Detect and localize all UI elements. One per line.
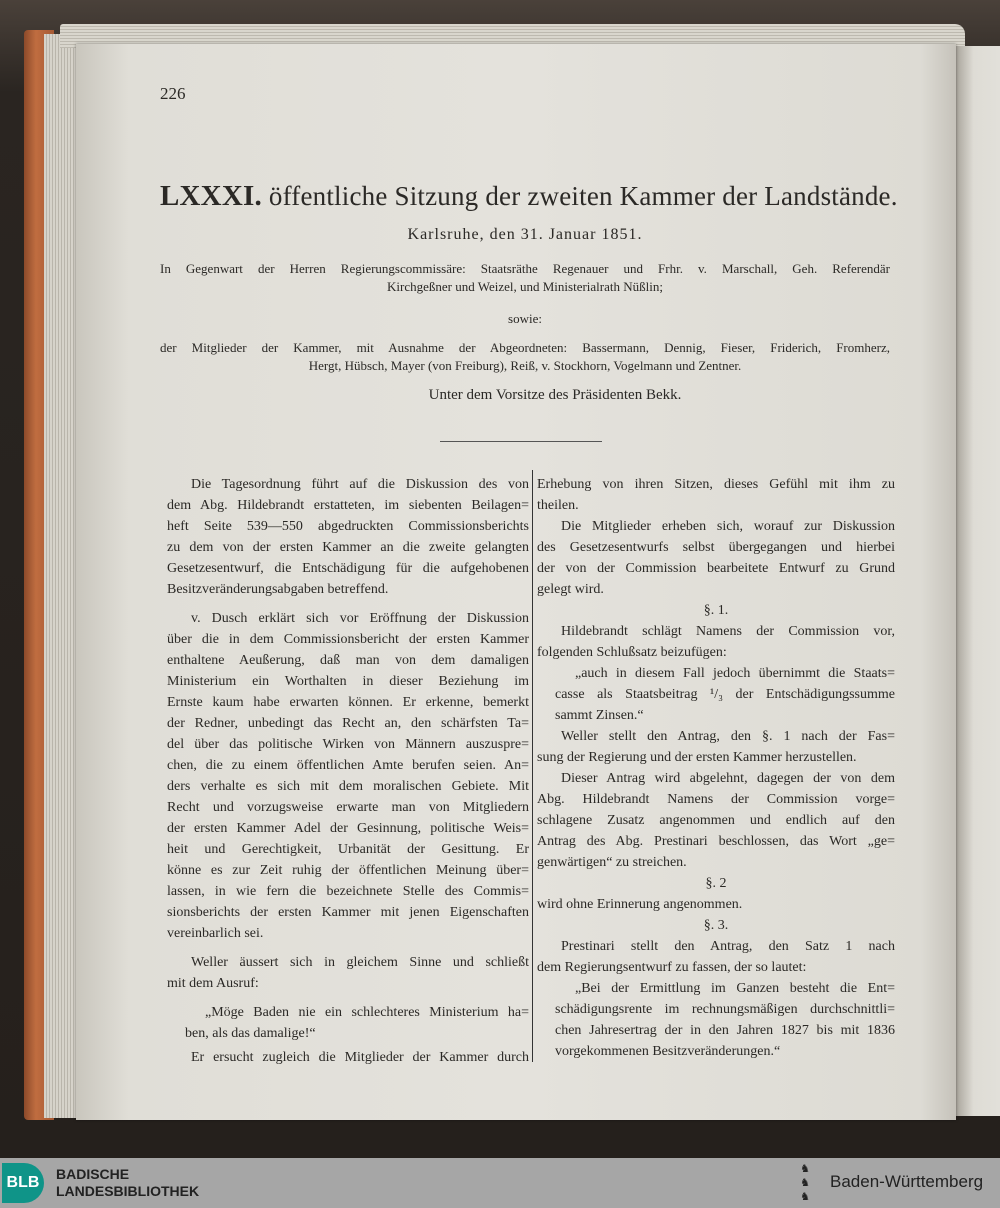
paragraph [537,726,895,768]
text-line: sung der Regierung und der ersten Kammer herzustellen. [537,750,857,765]
footer-bar [0,1158,1000,1208]
text-line: schlagene Zusatz angenommen und endlich auf den [537,813,895,828]
section-divider [440,441,602,442]
text-line: heit und Gerechtigkeit, Urbanität der Gesittung. Er [167,842,529,857]
text-line: chen, die zu einem öffentlichen Amte berufen seien. An= [167,758,529,773]
session-title: öffentliche Sitzung der zweiten Kammer der Landstände. [268,181,898,211]
text-line: folgenden Schlußsatz beizufügen: [537,645,727,660]
text-line: der ersten Kammer Adel der Gesinnung, politische Weis= [167,821,529,836]
paragraph [167,608,529,944]
text-line: dem Regierungsentwurf zu fassen, der so lautet: [537,960,807,975]
quotation [167,1002,529,1044]
text-line: der Redner, unbedingt das Recht an, den schärfsten Ta= [167,716,529,731]
members-line-2: Hergt, Hübsch, Mayer (von Freiburg), Reiß, v. Stockhorn, Vogelmann und Zentner. [308,358,742,373]
text-line: zu dem von der ersten Kammer an die zweite gelangten [167,540,529,555]
text-line: wird ohne Erinnerung angenommen. [537,897,743,912]
adjacent-page [956,46,1000,1116]
text-line: ders verhalte es sich mit dem moralischen Gebiete. Mit [167,779,529,794]
place-date: Karlsruhe, den 31. Januar 1851. [407,226,643,243]
sowie-label: sowie: [508,311,542,326]
text-line: der von der Commission bearbeitete Entwurf zu Grund [537,561,895,576]
text-line: Weller stellt den Antrag, den §. 1 nach der Fas= [561,729,895,744]
text-line: heft Seite 539—550 abgedruckten Commissionsberichts [167,519,529,534]
text-line: Hildebrandt schlägt Namens der Commission vor, [561,624,895,639]
text-line: chen Jahresertrag der in den Jahren 1827 bis mit 1836 [555,1023,895,1038]
text-line: Abg. Hildebrandt Namens der Commission vorge= [537,792,895,807]
text-line: „Bei der Ermittlung im Ganzen besteht die Ent= [575,981,895,996]
text-line: sionsberichts der ersten Kammer mit jenen Eigenschaften [167,905,529,920]
blb-logo[interactable]: BLB [2,1163,44,1203]
text-line: theilen. [537,498,579,513]
presidency-line: Unter dem Vorsitze des Präsidenten Bekk. [428,387,682,403]
text-line: Erhebung von ihren Sitzen, dieses Gefühl mit ihm zu [537,477,895,492]
state-name[interactable]: Baden-Württemberg [830,1172,984,1191]
text-line: Ministerium ein Worthalten in dieser Beziehung im [167,674,529,689]
paragraph [537,516,895,600]
lions-coat-of-arms-icon: ♞ ♞ ♞ [800,1163,810,1203]
text-line: schädigungsrente im rechnungsmäßigen durchschnittli= [555,1002,895,1017]
text-line: del über das politische Wirken von Männern auszuspre= [167,737,529,752]
paragraph [537,936,895,978]
text-line: §. 2 [705,876,727,891]
paragraph [537,474,895,516]
library-name-line-2: LANDESBIBLIOTHEK [56,1183,200,1199]
quotation [537,663,895,726]
section-heading [537,600,895,621]
presence-line-2: Kirchgeßner und Weizel, und Ministerialrath Nüßlin; [387,279,663,294]
paragraph [537,768,895,873]
text-line: vereinbarlich sei. [167,926,264,941]
text-line: Antrag des Abg. Prestinari beschlossen, das Wort „ge= [537,834,895,849]
text-line: „Möge Baden nie ein schlechteres Ministerium ha= [205,1005,529,1020]
text-line: Dieser Antrag wird abgelehnt, dagegen der von dem [561,771,895,786]
text-line: könne es zur Zeit ruhig der öffentlichen Meinung über= [167,863,529,878]
paragraph [167,952,529,994]
text-line: Recht und vorzugsweise erwarte man von Mitgliedern [167,800,529,815]
text-line: enthaltene Aeußerung, daß man von dem damaligen [167,653,529,668]
paragraph [537,894,895,915]
column-divider [532,470,533,1062]
text-line: Gesetzesentwurf, die Entschädigung für die aufgehobenen [167,561,529,576]
text-line: vorgekommenen Besitzveränderungen.“ [555,1044,781,1059]
text-line: casse als Staatsbeitrag ¹/₃ der Entschädigungssumme [555,687,895,702]
page-title [160,180,898,213]
text-line: mit dem Ausruf: [167,976,259,991]
text-line: Er ersucht zugleich die Mitglieder der Kammer durch [191,1050,529,1065]
presence-line-1: In Gegenwart der Herren Regierungscommissäre: Staatsräthe Regenauer und Frhr. v. Marschall, Geh. Referendär [160,261,890,276]
text-line: Die Mitglieder erheben sich, worauf zur Diskussion [561,519,895,534]
members-line-1: der Mitglieder der Kammer, mit Ausnahme der Abgeordneten: Bassermann, Dennig, Fieser, Friderich, Fromherz, [160,340,890,355]
text-line: Ernste kaum habe erwarten können. Er erkenne, bemerkt [167,695,529,710]
session-number: LXXXI. [160,180,262,212]
library-name-line-1: BADISCHE [56,1166,130,1182]
text-line: genwärtigen“ zu streichen. [537,855,687,870]
text-line: §. 3. [703,918,729,933]
text-line: gelegt wird. [537,582,604,597]
paragraph [537,621,895,663]
text-line: „auch in diesem Fall jedoch übernimmt die Staats= [575,666,895,681]
text-line: §. 1. [703,603,729,618]
text-line: über die in dem Commissionsbericht der ersten Kammer [167,632,529,647]
text-line: Prestinari stellt den Antrag, den Satz 1 nach [561,939,895,954]
section-heading [537,915,895,936]
text-line: ben, als das damalige!“ [185,1026,316,1041]
text-line: sammt Zinsen.“ [555,708,644,723]
paragraph [167,1047,529,1068]
text-line: Weller äussert sich in gleichem Sinne und schließt [191,955,529,970]
text-line: des Gesetzesentwurfs selbst übergegangen und hierbei [537,540,895,555]
section-heading [537,873,895,894]
left-column [167,474,529,1076]
quotation [537,978,895,1062]
text-line: v. Dusch erklärt sich vor Eröffnung der Diskussion [191,611,529,626]
library-name[interactable] [56,1166,199,1200]
page-number: 226 [160,84,186,103]
text-line: dem Abg. Hildebrandt erstatteten, im siebenten Beilagen= [167,498,529,513]
text-line: Besitzveränderungsabgaben betreffend. [167,582,389,597]
text-line: Die Tagesordnung führt auf die Diskussion des von [191,477,529,492]
text-line: lassen, in wie fern die bezeichnete Stelle des Commis= [167,884,529,899]
paragraph [167,474,529,600]
right-column [537,474,895,1062]
